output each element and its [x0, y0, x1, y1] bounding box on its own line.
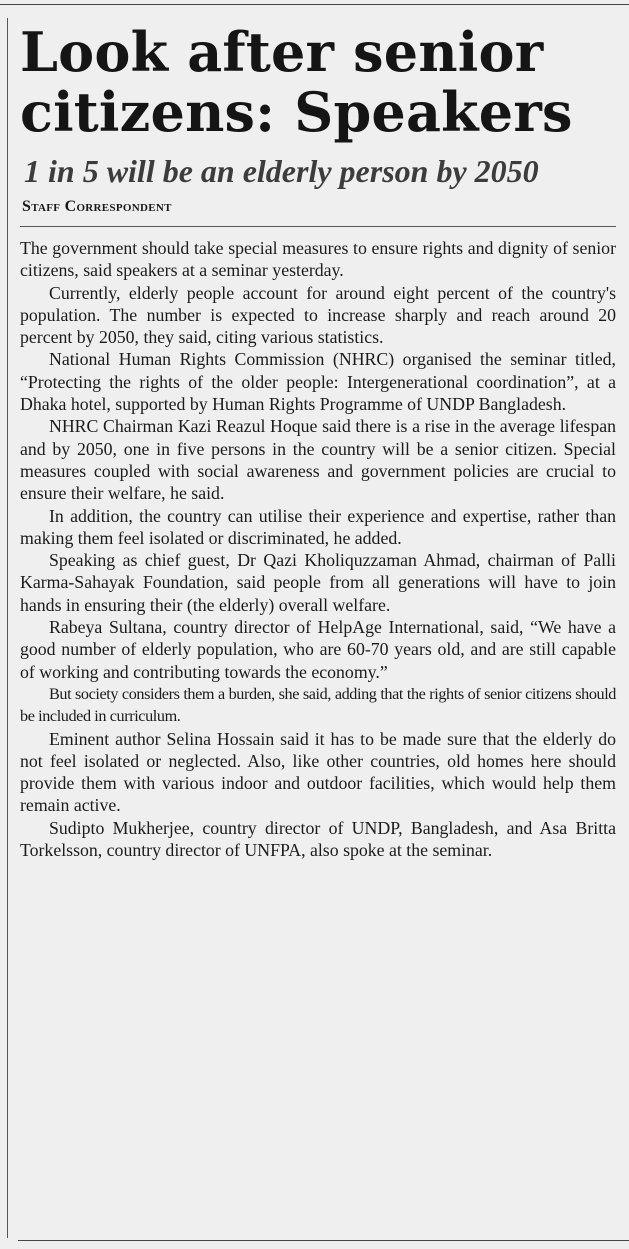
article — [20, 22, 616, 861]
paragraph-1: The government should take special measures to ensure rights and dignity of senior citizens, said speakers at a seminar yesterday. — [20, 238, 616, 281]
paragraph-4: NHRC Chairman Kazi Reazul Hoque said there is a rise in the average lifespan and by 2050, one in five persons in the country will be a senior citizen. Special measures coupled with social awareness and government policies are crucial to ensure their welfare, he said. — [20, 416, 616, 504]
top-rule — [0, 4, 629, 5]
left-column-rule — [7, 18, 8, 1238]
headline-line-2: citizens: Speakers — [20, 80, 573, 144]
paragraph-2: Currently, elderly people account for around eight percent of the country's population. The number is expected to increase sharply and reach around 20 percent by 2050, they said, citing various statistics. — [20, 282, 616, 348]
byline: Staff Correspondent — [22, 198, 172, 215]
article-body — [20, 237, 616, 861]
byline-rule — [20, 226, 616, 227]
paragraph-10: Sudipto Mukherjee, country director of UNDP, Bangladesh, and Asa Britta Torkelsson, country director of UNFPA, also spoke at the seminar. — [20, 817, 616, 861]
paragraph-6: Speaking as chief guest, Dr Qazi Kholiquzzaman Ahmad, chairman of Palli Karma-Sahayak Foundation, said people from all generations will have to join hands in ensuring their (the elderly) overall welfare. — [20, 550, 616, 615]
paragraph-3: National Human Rights Commission (NHRC) organised the seminar titled, “Protecting the rights of the older people: Intergenerational coordination”, at a Dhaka hotel, supported by Human Rights Programme of UNDP Bangladesh. — [20, 349, 616, 415]
bottom-rule — [18, 1240, 629, 1241]
paragraph-9: Eminent author Selina Hossain said it has to be made sure that the elderly do not feel isolated or neglected. Also, like other countries, old homes here should provide them with various indoor and outdoor facilities, which would help them remain active. — [20, 728, 616, 816]
headline-line-1: Look after senior — [20, 20, 544, 84]
paragraph-8: But society considers them a burden, she said, adding that the rights of senior citizens should be included in curriculum. — [20, 684, 616, 726]
headline — [20, 22, 616, 142]
paragraph-5: In addition, the country can utilise their experience and expertise, rather than making them feel isolated or discriminated, he added. — [20, 505, 616, 548]
subheadline: 1 in 5 will be an elderly person by 2050 — [24, 153, 539, 189]
paragraph-7: Rabeya Sultana, country director of HelpAge International, said, “We have a good number of elderly population, who are 60-70 years old, and are still capable of working and contributing towards the economy.” — [20, 617, 616, 682]
